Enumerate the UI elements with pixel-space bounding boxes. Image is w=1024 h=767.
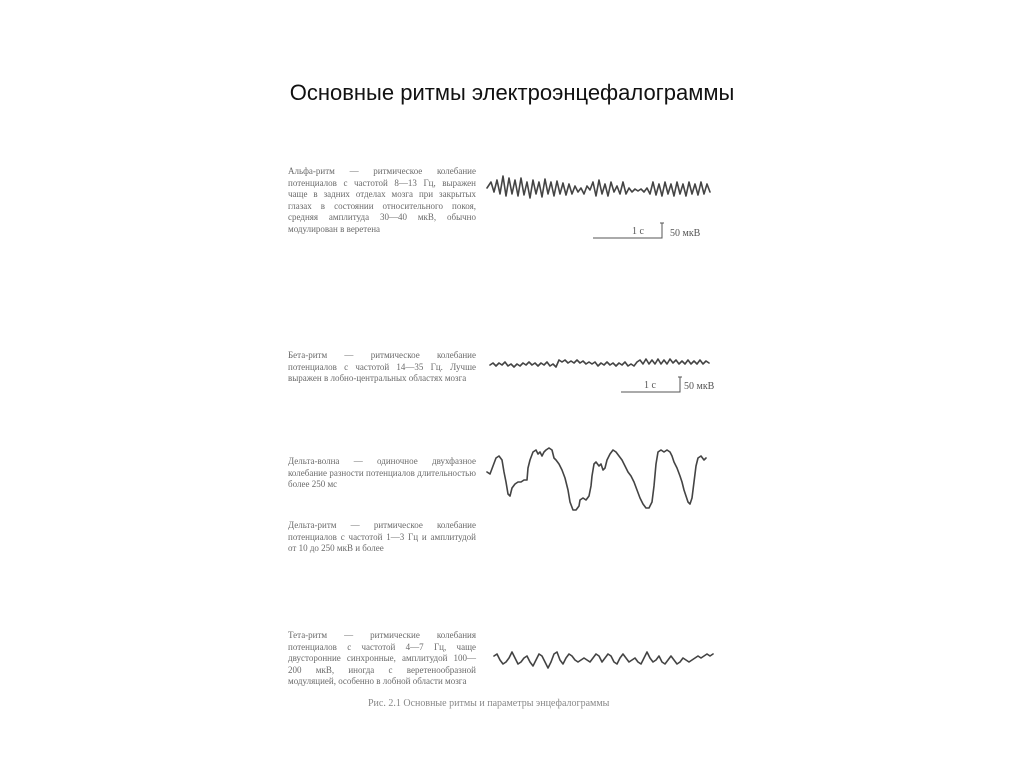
beta-scale-amplitude: 50 мкВ: [684, 381, 715, 392]
theta-rhythm-description: Тета-ритм — ритмические колебания потенциалов с частотой 4—7 Гц, чаще двусторонние синхронные, амплитудой 100—200 мкВ, иногда с веретенообразной модуляцией, особенно в лобной области мозга: [288, 630, 476, 686]
alpha-scale-bar: [590, 220, 670, 242]
alpha-rhythm-trace: [485, 170, 725, 210]
delta-wave-description: Дельта-волна — одиночное двухфазное колебание разности потенциалов длительностью более 250 мс: [288, 456, 476, 489]
theta-rhythm-trace: [490, 644, 726, 674]
alpha-rhythm-description: Альфа-ритм — ритмическое колебание потенциалов с частотой 8—13 Гц, выражен чаще в задних отделах мозга при закрытых глазах в состоянии относительного покоя, средняя амплитуда 30—40 мкВ, обычно модулирован в веретена: [288, 166, 476, 234]
delta-trace: [484, 446, 716, 516]
delta-rhythm-description: Дельта-ритм — ритмическое колебание потенциалов с частотой 1—3 Гц и амплитудой от 10 до 250 мкВ и более: [288, 520, 476, 553]
beta-rhythm-trace: [488, 354, 724, 374]
figure-caption: Рис. 2.1 Основные ритмы и параметры энцефалограммы: [368, 698, 610, 709]
beta-rhythm-description: Бета-ритм — ритмическое колебание потенциалов с частотой 14—35 Гц. Лучше выражен в лобно-центральных областях мозга: [288, 350, 476, 383]
alpha-scale-amplitude: 50 мкВ: [670, 228, 701, 239]
beta-scale-time: 1 с: [644, 380, 656, 391]
slide-title: Основные ритмы электроэнцефалограммы: [289, 80, 735, 105]
alpha-scale-time: 1 с: [632, 226, 644, 237]
